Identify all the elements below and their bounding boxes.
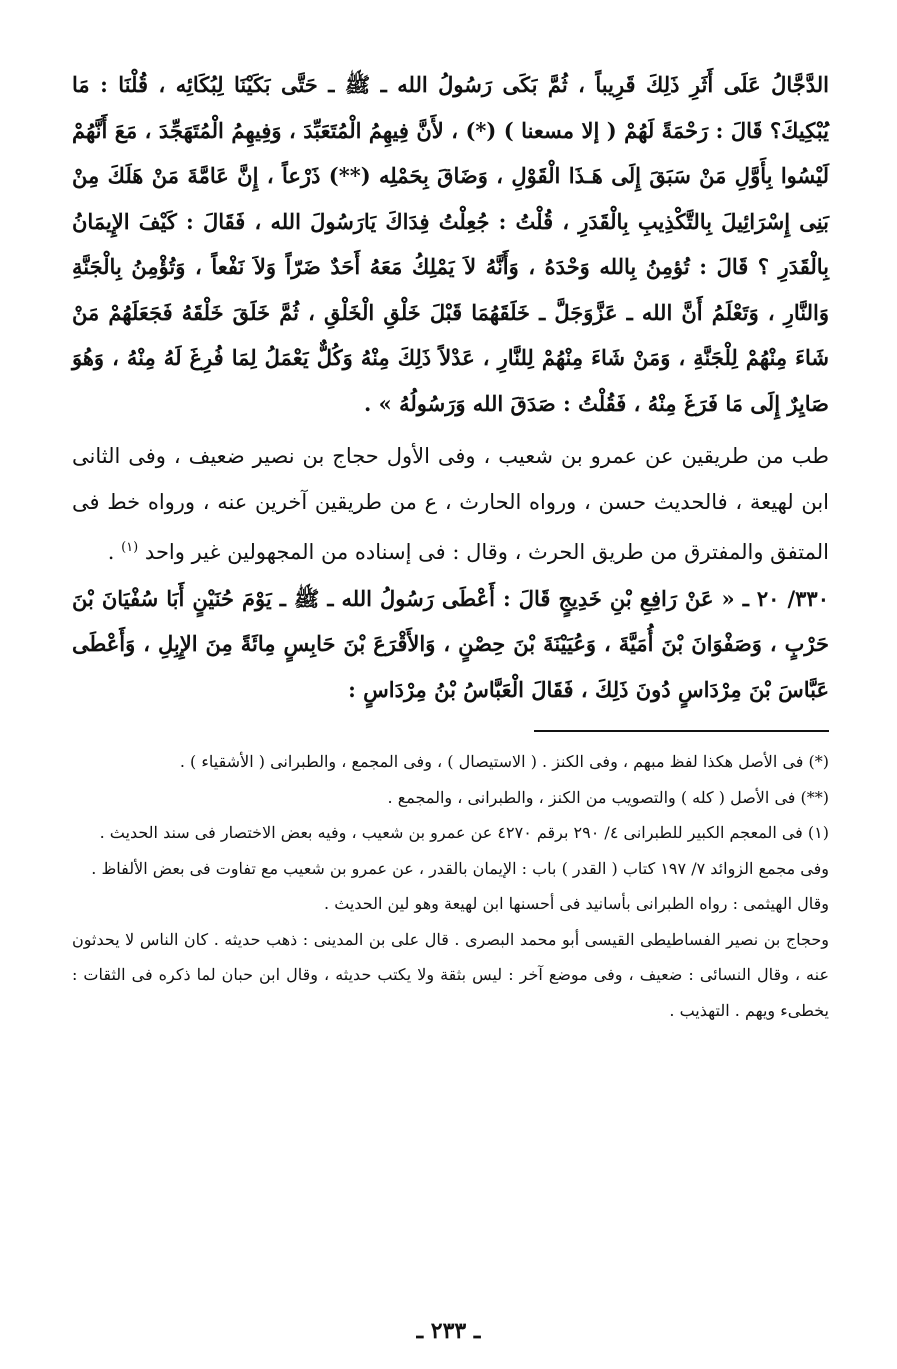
footnote-1-hajjaj: وحجاج بن نصير الفساطيطى القيسى أبو محمد البصرى . قال على بن المدينى : ذهب حديثه . كان الناس لا يحدثون عنه ، وقال النسائى : ضعيف ، وفى موضع آخر : ليس بثقة ولا يكتب حديثه ، وقال ابن حبان لما ذكره فى الثقات : يخطىء ويهم . التهذيب .	[72, 929, 829, 1020]
footnote-1-majma: وفى مجمع الزوائد ٧/ ١٩٧ كتاب ( القدر ) باب : الإيمان بالقدر ، عن عمرو بن شعيب مع تفاوت فى بعض الألفاظ .	[91, 858, 829, 878]
footnote-1-haythami: وقال الهيثمى : رواه الطبرانى بأسانيد فى أحسنها ابن لهيعة وهو لين الحديث .	[324, 894, 829, 913]
footnotes	[72, 744, 829, 1028]
footnote-double-star: (**) فى الأصل ( كله ) والتصويب من الكنز ، والطبرانى ، والمجمع .	[387, 787, 829, 807]
takhrij-text: طب من طريقين عن عمرو بن شعيب ، وفى الأول حجاج بن نصير ضعيف ، وفى الثانى ابن لهيعة ، فالحديث حسن ، ورواه الحارث ، ع من طريقين آخرين عنه ، ورواه خط فى المتفق والمفترق من طريق الحرث ، وقال : فى إسناده من المجهولين غير واحد	[72, 444, 829, 564]
footnote-star: (*) فى الأصل هكذا لفظ مبهم ، وفى الكنز . ( الاستيصال ) ، وفى المجمع ، والطبرانى ( الأشقياء ) .	[179, 752, 829, 771]
takhrij-end: .	[107, 540, 122, 564]
footnote-1: (١) فى المعجم الكبير للطبرانى ٤/ ٢٩٠ برقم ٤٢٧٠ عن عمرو بن شعيب ، وفيه بعض الاختصار فى سند الحديث .	[99, 823, 829, 842]
hadith-continuation-paragraph: الدَّجَّالُ عَلَى أَثَرِ ذَلِكَ قَرِيباً ، ثُمَّ بَكَى رَسُولُ الله ـ ﷺ ـ حَتَّى بَكَيْنَا لِبُكَائِه ، قُلْنَا : مَا يُبْكِيكَ؟ قَالَ : رَحْمَةً لَهُمْ ( إلا مسعنا ) (*) ، لأَنَّ فِيهِمُ الْمُتَعَبِّدَ ، وَفِيهِمُ الْمُتَهَجِّدَ ، مَعَ أَنَّهُمْ لَيْسُوا بِأَوَّلِ مَنْ سَبَقَ إِلَى هَـذَا الْقَوْلِ ، وَضَاقَ بِحَمْلِه (**) ذَرْعاً ، إِنَّ عَامَّةَ مَنْ هَلَكَ مِنْ بَنِى إِسْرَائِيلَ بِالتَّكْذِيبِ بِالْقَدَرِ ، قُلْتُ : جُعِلْتُ فِدَاكَ يَارَسُولَ الله ، فَقَالَ : كَيْفَ الإِيمَانُ بِالْقَدَرِ ؟ قَالَ : تُؤمِنُ بِالله وَحْدَهُ ، وَأَنَّهُ لاَ يَمْلِكُ مَعَهُ أَحَدٌ ضَرّاً وَلاَ نَفْعاً ، وَتُؤْمِنُ بِالْجَنَّةِ وَالنَّارِ ، وَتَعْلَمُ أَنَّ الله ـ عَزَّوَجَلَّ ـ خَلَقَهُمَا قَبْلَ خَلْقِ الْخَلْقِ ، ثُمَّ خَلَقَ خَلْقَهُ فَجَعَلَهُمْ مَنْ شَاءَ مِنْهُمْ لِلْجَنَّةِ ، وَمَنْ شَاءَ مِنْهُمْ لِلنَّارِ ، عَدْلاً ذَلِكَ مِنْهُ وَكُلٌّ يَعْمَلُ لِمَا فُرِغَ لَهُ مِنْهُ ، وَهُوَ صَايِرٌ إِلَى مَا فَرَغَ مِنْهُ ، فَقُلْتُ : صَدَقَ الله وَرَسُولُهُ » .	[72, 72, 829, 416]
footnote-divider	[534, 730, 829, 732]
page-number: ـ ٢٣٣ ـ	[416, 1318, 481, 1344]
takhrij-paragraph	[72, 434, 829, 576]
hadith-330-paragraph: ٣٣٠/ ٢٠ ـ « عَنْ رَافِعِ بْنِ خَدِيجٍ قَالَ : أَعْطَى رَسُولُ الله ـ ﷺ ـ يَوْمَ حُنَيْنٍ أَبَا سُفْيَانَ بْنَ حَرْبٍ ، وَصَفْوَانَ بْنَ أُمَيَّةَ ، وَعُيَيْنَةَ بْنَ حِصْنٍ ، وَالأَقْرَعَ بْنَ حَابِسٍ مِائَةً مِنَ الإِبِلِ ، وَأَعْطَى عَبَّاسَ بْنَ مِرْدَاسٍ دُونَ ذَلِكَ ، فَقَالَ الْعَبَّاسُ بْنُ مِرْدَاسٍ :	[72, 585, 829, 702]
main-text	[72, 62, 829, 712]
footnote-reference-1: (١)	[121, 540, 139, 555]
